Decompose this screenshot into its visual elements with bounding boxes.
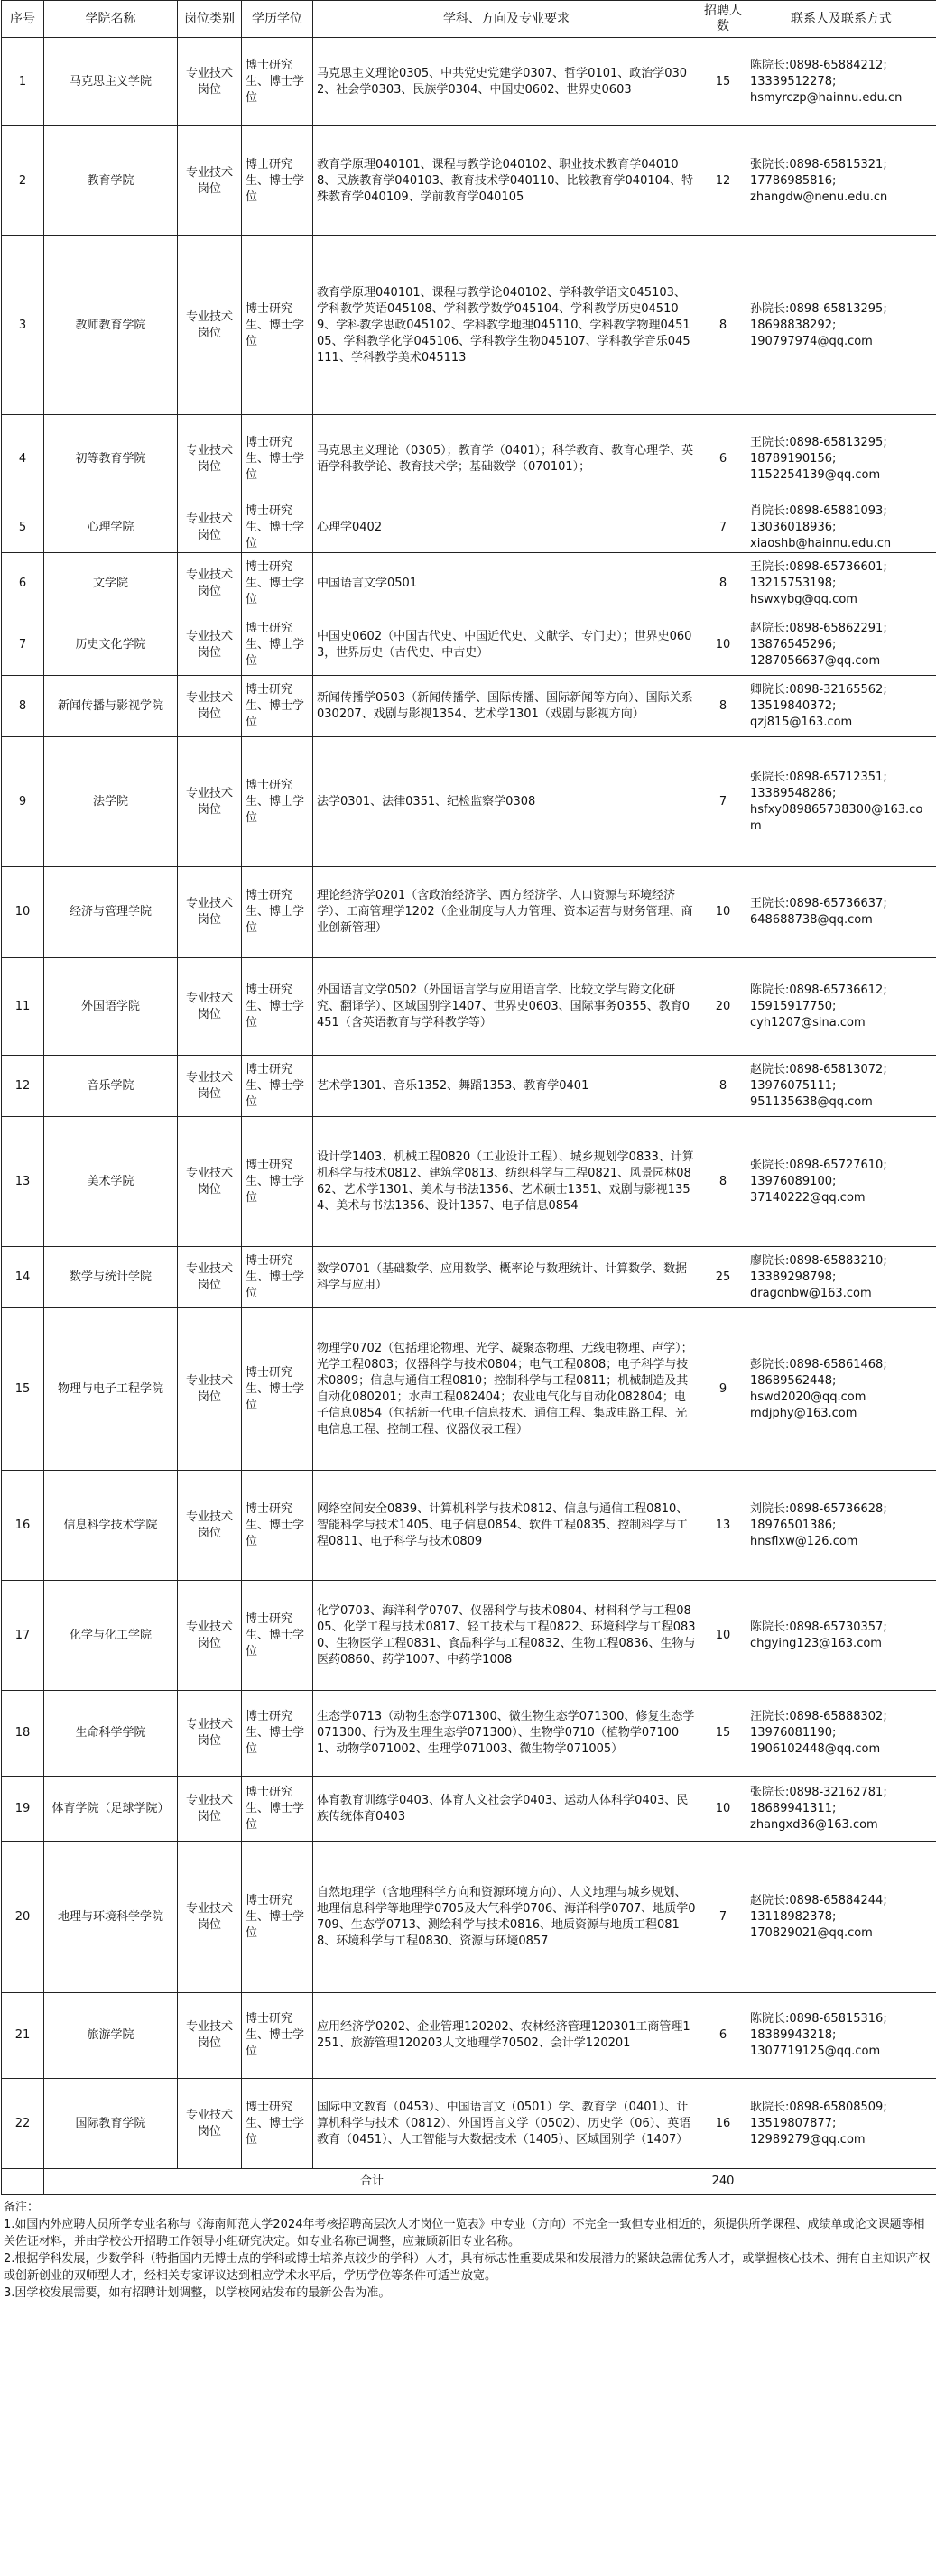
table-row (2, 126, 936, 236)
college-name: 地理与环境科学学院 (44, 1842, 178, 1993)
recruit-count: 10 (700, 1581, 746, 1691)
contact-line: 13215753198; (750, 576, 837, 590)
subject-requirements: 网络空间安全0839、计算机科学与技术0812、信息与通信工程0810、智能科学与技术1405、电子信息0854、软件工程0835、控制科学与工程0811、电子科学与技术0809 (313, 1471, 700, 1581)
row-number: 14 (2, 1247, 44, 1308)
subject-requirements: 外国语言文学0502（外国语言学与应用语言学、比较文学与跨文化研究、翻译学）、区域国别学1407、世界史0603、国际事务0355、教育0451（含英语教育与学科教学等） (313, 958, 700, 1056)
position-type: 专业技术岗位 (178, 1581, 242, 1691)
contact-line: 1152254139@qq.com (750, 467, 881, 482)
contact-info (746, 676, 936, 737)
contact-info (746, 2079, 936, 2169)
contact-line: 15915917750; (750, 999, 837, 1013)
college-name: 生命科学学院 (44, 1691, 178, 1777)
college-name: 历史文化学院 (44, 614, 178, 676)
position-type: 专业技术岗位 (178, 126, 242, 236)
recruit-count: 6 (700, 415, 746, 503)
degree-requirement: 博士研究生、博士学位 (242, 1777, 313, 1842)
degree-requirement: 博士研究生、博士学位 (242, 503, 313, 553)
contact-line: 王院长:0898-65736601; (750, 559, 887, 574)
contact-line: 170829021@qq.com (750, 1925, 873, 1940)
position-type: 专业技术岗位 (178, 1777, 242, 1842)
contact-info (746, 1842, 936, 1993)
contact-line: 13389548286; (750, 786, 837, 800)
subject-requirements: 教育学原理040101、课程与教学论040102、职业技术教育学040108、民族教育学040103、教育技术学040110、比较教育学040104、特殊教育学040109、学前教育学040105 (313, 126, 700, 236)
contact-line: 18976501386; (750, 1518, 837, 1532)
position-type: 专业技术岗位 (178, 614, 242, 676)
row-number: 11 (2, 958, 44, 1056)
contact-info (746, 1993, 936, 2079)
total-blank (2, 2169, 44, 2195)
header-count: 招聘人数 (700, 1, 746, 38)
contact-line: hswxybg@qq.com (750, 592, 857, 606)
recruit-count: 8 (700, 1056, 746, 1117)
contact-line: 13339512278; (750, 74, 837, 88)
position-type: 专业技术岗位 (178, 1117, 242, 1247)
contact-line: xiaoshb@hainnu.edu.cn (750, 537, 892, 550)
college-name: 化学与化工学院 (44, 1581, 178, 1691)
position-type: 专业技术岗位 (178, 1056, 242, 1117)
row-number: 13 (2, 1117, 44, 1247)
recruit-count: 8 (700, 676, 746, 737)
table-header-row (2, 1, 936, 38)
contact-info (746, 958, 936, 1056)
table-row (2, 415, 936, 503)
position-type: 专业技术岗位 (178, 1842, 242, 1993)
recruit-count: 7 (700, 503, 746, 553)
college-name: 国际教育学院 (44, 2079, 178, 2169)
position-type: 专业技术岗位 (178, 867, 242, 958)
contact-line: dragonbw@163.com (750, 1286, 872, 1300)
table-row (2, 1056, 936, 1117)
recruit-count: 10 (700, 867, 746, 958)
recruit-count: 10 (700, 1777, 746, 1842)
subject-requirements: 中国史0602（中国古代史、中国近代史、文献学、专门史）；世界史0603，世界历史（古代史、中古史） (313, 614, 700, 676)
degree-requirement: 博士研究生、博士学位 (242, 1842, 313, 1993)
contact-line: hsmyrczp@hainnu.edu.cn (750, 90, 903, 105)
table-row (2, 1117, 936, 1247)
degree-requirement: 博士研究生、博士学位 (242, 958, 313, 1056)
degree-requirement: 博士研究生、博士学位 (242, 614, 313, 676)
position-type: 专业技术岗位 (178, 2079, 242, 2169)
position-type: 专业技术岗位 (178, 1691, 242, 1777)
row-number: 3 (2, 236, 44, 415)
contact-info (746, 503, 936, 553)
recruit-count: 7 (700, 1842, 746, 1993)
college-name: 心理学院 (44, 503, 178, 553)
note-line: 备注： (4, 2201, 40, 2214)
table-row (2, 553, 936, 614)
contact-line: 1307719125@qq.com (750, 2045, 881, 2058)
subject-requirements: 法学0301、法律0351、纪检监察学0308 (313, 737, 700, 867)
position-type: 专业技术岗位 (178, 1308, 242, 1471)
header-position-type: 岗位类别 (178, 1, 242, 38)
contact-info (746, 1581, 936, 1691)
recruit-count: 13 (700, 1471, 746, 1581)
row-number: 4 (2, 415, 44, 503)
degree-requirement: 博士研究生、博士学位 (242, 1117, 313, 1247)
row-number: 8 (2, 676, 44, 737)
header-requirements: 学科、方向及专业要求 (313, 1, 700, 38)
contact-line: 13976081190; (750, 1726, 837, 1740)
table-row (2, 236, 936, 415)
contact-line: 18389943218; (750, 2028, 837, 2042)
contact-line: 汪院长:0898-65888302; (750, 1710, 887, 1723)
position-type: 专业技术岗位 (178, 1247, 242, 1308)
contact-line: 190797974@qq.com (750, 334, 873, 348)
row-number: 1 (2, 38, 44, 126)
college-name: 文学院 (44, 553, 178, 614)
row-number: 19 (2, 1777, 44, 1842)
degree-requirement: 博士研究生、博士学位 (242, 2079, 313, 2169)
recruit-count: 6 (700, 1993, 746, 2079)
position-type: 专业技术岗位 (178, 503, 242, 553)
row-number: 2 (2, 126, 44, 236)
contact-line: 13519807877; (750, 2116, 837, 2130)
total-label: 合计 (44, 2169, 700, 2195)
recruit-count: 12 (700, 126, 746, 236)
position-type: 专业技术岗位 (178, 1471, 242, 1581)
row-number: 12 (2, 1056, 44, 1117)
table-row (2, 676, 936, 737)
contact-line: 卿院长:0898-32165562; (750, 682, 887, 697)
contact-line: 13976089100; (750, 1174, 837, 1188)
college-name: 马克思主义学院 (44, 38, 178, 126)
position-type: 专业技术岗位 (178, 958, 242, 1056)
contact-line: 廖院长:0898-65883210; (750, 1253, 887, 1268)
header-degree: 学历学位 (242, 1, 313, 38)
table-row (2, 503, 936, 553)
contact-line: 赵院长:0898-65862291; (750, 621, 887, 635)
contact-info (746, 38, 936, 126)
college-name: 音乐学院 (44, 1056, 178, 1117)
subject-requirements: 应用经济学0202、企业管理120202、农林经济管理120301工商管理1251、旅游管理120203人文地理学70502、会计学120201 (313, 1993, 700, 2079)
recruit-count: 25 (700, 1247, 746, 1308)
header-number: 序号 (2, 1, 44, 38)
contact-line: 彭院长:0898-65861468; (750, 1357, 887, 1371)
contact-line: 张院长:0898-65712351; (750, 770, 887, 784)
contact-line: qzj815@163.com (750, 715, 853, 729)
contact-line: 陈院长:0898-65884212; (750, 58, 887, 72)
degree-requirement: 博士研究生、博士学位 (242, 415, 313, 503)
contact-info (746, 1247, 936, 1308)
degree-requirement: 博士研究生、博士学位 (242, 1993, 313, 2079)
contact-line: mdjphy@163.com (750, 1406, 857, 1420)
contact-line: 13519840372; (750, 698, 837, 713)
contact-line: 13976075111; (750, 1078, 837, 1093)
recruit-count: 15 (700, 1691, 746, 1777)
subject-requirements: 中国语言文学0501 (313, 553, 700, 614)
row-number: 22 (2, 2079, 44, 2169)
degree-requirement: 博士研究生、博士学位 (242, 1471, 313, 1581)
college-name: 法学院 (44, 737, 178, 867)
contact-info (746, 415, 936, 503)
subject-requirements: 生态学0713（动物生态学071300、微生物生态学071300、修复生态学071300、行为及生理生态学071300）、生物学0710（植物学071001、动物学071002、生理学071003、微生物学071005） (313, 1691, 700, 1777)
subject-requirements: 数学0701（基础数学、应用数学、概率论与数理统计、计算数学、数据科学与应用） (313, 1247, 700, 1308)
position-type: 专业技术岗位 (178, 737, 242, 867)
contact-line: zhangdw@nenu.edu.cn (750, 189, 888, 204)
contact-line: 13876545296; (750, 637, 837, 651)
table-row (2, 1777, 936, 1842)
table-row (2, 1471, 936, 1581)
row-number: 6 (2, 553, 44, 614)
college-name: 体育学院（足球学院） (44, 1777, 178, 1842)
contact-line: 12989279@qq.com (750, 2132, 866, 2147)
recruit-count: 9 (700, 1308, 746, 1471)
table-row (2, 1308, 936, 1471)
contact-line: 赵院长:0898-65813072; (750, 1062, 887, 1076)
row-number: 21 (2, 1993, 44, 2079)
recruitment-table (1, 0, 936, 2195)
table-row (2, 958, 936, 1056)
college-name: 教师教育学院 (44, 236, 178, 415)
degree-requirement: 博士研究生、博士学位 (242, 1247, 313, 1308)
position-type: 专业技术岗位 (178, 553, 242, 614)
position-type: 专业技术岗位 (178, 236, 242, 415)
row-number: 7 (2, 614, 44, 676)
row-number: 9 (2, 737, 44, 867)
subject-requirements: 自然地理学（含地理科学方向和资源环境方向）、人文地理与城乡规划、地理信息科学等地理学0705及大气科学0706、海洋科学0707、地质学0709、生态学0713、测绘科学与技术0816、地质资源与地质工程0818、环境科学与工程0830、资源与环境0857 (313, 1842, 700, 1993)
recruit-count: 8 (700, 1117, 746, 1247)
subject-requirements: 物理学0702（包括理论物理、光学、凝聚态物理、无线电物理、声学）；光学工程0803；仪器科学与技术0804；电气工程0808；电子科学与技术0809；信息与通信工程0810；控制科学与工程0811；机械制造及其自动化080201；水声工程082404；农业电气化与自动化082804；电子信息0854（包括新一代电子信息技术、通信工程、集成电路工程、光电信息工程、控制工程、仪器仪表工程） (313, 1308, 700, 1471)
subject-requirements: 理论经济学0201（含政治经济学、西方经济学、人口资源与环境经济学）、工商管理学1202（企业制度与人力管理、资本运营与财务管理、商业创新管理） (313, 867, 700, 958)
contact-line: 陈院长:0898-65730357; (750, 1620, 887, 1634)
contact-line: 18689941311; (750, 1801, 837, 1815)
total-row (2, 2169, 936, 2195)
contact-line: 张院长:0898-65727610; (750, 1158, 887, 1172)
college-name: 美术学院 (44, 1117, 178, 1247)
row-number: 10 (2, 867, 44, 958)
contact-line: zhangxd36@163.com (750, 1817, 878, 1832)
contact-line: 肖院长:0898-65881093; (750, 504, 887, 518)
college-name: 新闻传播与影视学院 (44, 676, 178, 737)
note-line: 2.根据学科发展，少数学科（特指国内无博士点的学科或博士培养点较少的学科）人才，具有标志性重要成果和发展潜力的紧缺急需优秀人才，或掌握核心技术、拥有自主知识产权或创新创业的双师型人才，经相关专家评议达到相应学术水平后，学历学位等条件可适当放宽。 (4, 2252, 931, 2283)
contact-info (746, 1691, 936, 1777)
contact-line: 18689562448; (750, 1373, 837, 1388)
note-line: 1.如国内外应聘人员所学专业名称与《海南师范大学2024年考核招聘高层次人才岗位一览表》中专业（方向）不完全一致但专业相近的，须提供所学课程、成绩单或论文课题等相关佐证材料，并由学校公开招聘工作领导小组研究决定。如专业名称已调整，应兼顾新旧专业名称。 (4, 2218, 925, 2248)
subject-requirements: 教育学原理040101、课程与教学论040102、学科教学语文045103、学科教学英语045108、学科教学数学045104、学科教学历史045109、学科教学思政045102、学科教学地理045110、学科教学物理045105、学科教学化学045106、学科教学生物045107、学科教学音乐045111、学科教学美术045113 (313, 236, 700, 415)
row-number: 5 (2, 503, 44, 553)
table-row (2, 1247, 936, 1308)
row-number: 20 (2, 1842, 44, 1993)
contact-line: 王院长:0898-65736637; (750, 897, 887, 910)
contact-line: chgying123@163.com (750, 1636, 882, 1650)
contact-line: 孙院长:0898-65813295; (750, 301, 887, 316)
position-type: 专业技术岗位 (178, 415, 242, 503)
header-contact: 联系人及联系方式 (746, 1, 936, 38)
notes-section (0, 2195, 935, 2302)
recruit-count: 16 (700, 2079, 746, 2169)
college-name: 物理与电子工程学院 (44, 1308, 178, 1471)
college-name: 数学与统计学院 (44, 1247, 178, 1308)
table-row (2, 614, 936, 676)
college-name: 外国语学院 (44, 958, 178, 1056)
table-row (2, 867, 936, 958)
table-row (2, 737, 936, 867)
contact-line: 13036018936; (750, 521, 837, 534)
subject-requirements: 心理学0402 (313, 503, 700, 553)
contact-line: hsfxy089865738300@163.com (750, 802, 923, 833)
recruit-count: 15 (700, 38, 746, 126)
contact-info (746, 1056, 936, 1117)
contact-line: 17786985816; (750, 173, 837, 188)
contact-line: hnsflxw@126.com (750, 1534, 858, 1548)
table-row (2, 1842, 936, 1993)
recruit-count: 20 (700, 958, 746, 1056)
contact-line: hswd2020@qq.com (750, 1390, 866, 1404)
degree-requirement: 博士研究生、博士学位 (242, 126, 313, 236)
degree-requirement: 博士研究生、博士学位 (242, 553, 313, 614)
contact-info (746, 126, 936, 236)
contact-info (746, 614, 936, 676)
recruit-count: 8 (700, 236, 746, 415)
contact-info (746, 553, 936, 614)
contact-line: 1906102448@qq.com (750, 1742, 881, 1756)
row-number: 15 (2, 1308, 44, 1471)
contact-line: 刘院长:0898-65736628; (750, 1501, 887, 1516)
contact-line: 648688738@qq.com (750, 913, 873, 927)
subject-requirements: 体育教育训练学0403、体育人文社会学0403、运动人体科学0403、民族传统体育0403 (313, 1777, 700, 1842)
degree-requirement: 博士研究生、博士学位 (242, 1691, 313, 1777)
row-number: 16 (2, 1471, 44, 1581)
college-name: 信息科学技术学院 (44, 1471, 178, 1581)
degree-requirement: 博士研究生、博士学位 (242, 38, 313, 126)
subject-requirements: 新闻传播学0503（新闻传播学、国际传播、国际新闻等方向）、国际关系030207、戏剧与影视1354、艺术学1301（戏剧与影视方向） (313, 676, 700, 737)
contact-line: 13118982378; (750, 1909, 837, 1924)
table-row (2, 2079, 936, 2169)
degree-requirement: 博士研究生、博士学位 (242, 1056, 313, 1117)
note-line: 3.因学校发展需要，如有招聘计划调整，以学校网站发布的最新公告为准。 (4, 2286, 391, 2300)
contact-line: 陈院长:0898-65815316; (750, 2012, 887, 2026)
college-name: 初等教育学院 (44, 415, 178, 503)
degree-requirement: 博士研究生、博士学位 (242, 737, 313, 867)
contact-line: 张院长:0898-65815321; (750, 157, 887, 171)
table-row (2, 1691, 936, 1777)
row-number: 17 (2, 1581, 44, 1691)
header-college: 学院名称 (44, 1, 178, 38)
subject-requirements: 马克思主义理论0305、中共党史党建学0307、哲学0101、政治学0302、社会学0303、民族学0304、中国史0602、世界史0603 (313, 38, 700, 126)
contact-info (746, 1308, 936, 1471)
subject-requirements: 艺术学1301、音乐1352、舞蹈1353、教育学0401 (313, 1056, 700, 1117)
contact-line: cyh1207@sina.com (750, 1015, 866, 1029)
college-name: 旅游学院 (44, 1993, 178, 2079)
contact-info (746, 236, 936, 415)
contact-line: 陈院长:0898-65736612; (750, 983, 887, 997)
subject-requirements: 国际中文教育（0453）、中国语言文（0501）学、教育学（0401）、计算机科学与技术（0812）、外国语言文学（0502）、历史学（06）、英语教育（0451）、人工智能与大数据技术（1405）、区域国别学（1407） (313, 2079, 700, 2169)
recruit-count: 8 (700, 553, 746, 614)
contact-line: 张院长:0898-32162781; (750, 1785, 887, 1799)
position-type: 专业技术岗位 (178, 676, 242, 737)
contact-line: 1287056637@qq.com (750, 653, 881, 668)
contact-line: 18698838292; (750, 318, 837, 332)
college-name: 教育学院 (44, 126, 178, 236)
contact-info (746, 1777, 936, 1842)
position-type: 专业技术岗位 (178, 38, 242, 126)
degree-requirement: 博士研究生、博士学位 (242, 867, 313, 958)
contact-line: 951135638@qq.com (750, 1094, 873, 1109)
contact-line: 18789190156; (750, 451, 837, 466)
degree-requirement: 博士研究生、博士学位 (242, 236, 313, 415)
subject-requirements: 设计学1403、机械工程0820（工业设计工程）、城乡规划学0833、计算机科学与技术0812、建筑学0813、纺织科学与工程0821、风景园林0862、艺术学1301、美术与书法1356、艺术硕士1351、戏剧与影视1354、美术与书法1356、设计1357、电子信息0854 (313, 1117, 700, 1247)
contact-line: 37140222@qq.com (750, 1190, 866, 1205)
position-type: 专业技术岗位 (178, 1993, 242, 2079)
degree-requirement: 博士研究生、博士学位 (242, 1581, 313, 1691)
table-row (2, 38, 936, 126)
recruit-count: 7 (700, 737, 746, 867)
contact-line: 王院长:0898-65813295; (750, 435, 887, 449)
recruit-count: 10 (700, 614, 746, 676)
contact-line: 13389298798; (750, 1270, 837, 1284)
contact-info (746, 867, 936, 958)
total-blank (746, 2169, 936, 2195)
college-name: 经济与管理学院 (44, 867, 178, 958)
row-number: 18 (2, 1691, 44, 1777)
subject-requirements: 马克思主义理论（0305）；教育学（0401）；科学教育、教育心理学、英语学科教学论、教育技术学；基础数学（070101）； (313, 415, 700, 503)
table-row (2, 1993, 936, 2079)
degree-requirement: 博士研究生、博士学位 (242, 1308, 313, 1471)
table-body (2, 38, 936, 2195)
table-row (2, 1581, 936, 1691)
subject-requirements: 化学0703、海洋科学0707、仪器科学与技术0804、材料科学与工程0805、化学工程与技术0817、轻工技术与工程0822、环境科学与工程0830、生物医学工程0831、食品科学与工程0832、生物工程0836、生物与医药0860、药学1007、中药学1008 (313, 1581, 700, 1691)
contact-info (746, 737, 936, 867)
degree-requirement: 博士研究生、博士学位 (242, 676, 313, 737)
total-count: 240 (700, 2169, 746, 2195)
contact-info (746, 1117, 936, 1247)
contact-info (746, 1471, 936, 1581)
contact-line: 耿院长:0898-65808509; (750, 2100, 887, 2114)
contact-line: 赵院长:0898-65884244; (750, 1893, 887, 1907)
